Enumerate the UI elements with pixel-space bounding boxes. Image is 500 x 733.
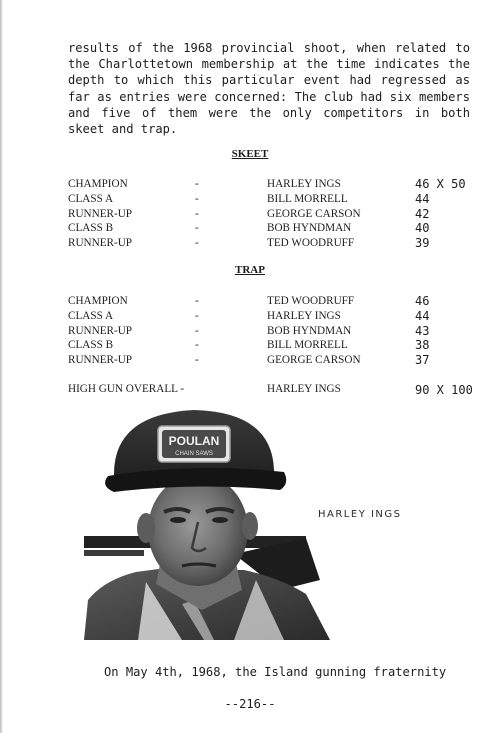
- closing-line: On May 4th, 1968, the Island gunning fraternity: [104, 665, 447, 679]
- portrait-photo: [84, 404, 330, 640]
- high-gun-overall-row: [68, 383, 488, 398]
- category-cell: CLASS A: [68, 192, 114, 205]
- cap-brand: POULAN: [168, 434, 220, 448]
- overall-score: 90 X 100: [415, 383, 473, 397]
- dash-cell: -: [195, 295, 199, 307]
- score-cell: 38: [415, 338, 430, 353]
- name-cell: GEORGE CARSON: [267, 354, 361, 367]
- table-row: [68, 309, 488, 324]
- name-cell: TED WOODRUFF: [267, 295, 355, 307]
- overall-label: HIGH GUN OVERALL -: [68, 383, 185, 395]
- score-cell: 46 X 50: [415, 177, 466, 191]
- table-row: [68, 207, 488, 222]
- dash-cell: -: [195, 354, 199, 367]
- score-cell: 44: [415, 191, 430, 206]
- score-cell: 40: [415, 221, 430, 236]
- trap-results-table: [68, 294, 488, 368]
- dash-cell: -: [195, 324, 199, 337]
- table-row: [68, 324, 488, 339]
- dash-cell: -: [195, 222, 199, 235]
- name-cell: BILL MORRELL: [267, 192, 348, 205]
- name-cell: TED WOODRUFF: [267, 237, 355, 250]
- table-row: [68, 353, 488, 368]
- name-cell: BOB HYNDMAN: [267, 222, 352, 235]
- name-cell: BOB HYNDMAN: [267, 324, 352, 337]
- trap-heading: TRAP: [235, 264, 265, 276]
- category-cell: RUNNER-UP: [68, 324, 133, 337]
- table-row: [68, 338, 488, 353]
- skeet-heading: SKEET: [231, 148, 269, 160]
- score-cell: 46: [415, 294, 430, 308]
- category-cell: CHAMPION: [68, 295, 128, 307]
- name-cell: HARLEY INGS: [267, 309, 341, 322]
- skeet-results-table: [68, 177, 488, 251]
- category-cell: CLASS B: [68, 222, 114, 235]
- category-cell: RUNNER-UP: [68, 354, 133, 367]
- intro-paragraph: results of the 1968 provincial shoot, when related to the Charlottetown membership at the time indicates the depth to which this particular event had regressed as far as entries were concerned: The club had six members and five of them were the only competitors in both skeet and trap.: [68, 41, 470, 137]
- table-row: [68, 221, 488, 236]
- face: [148, 474, 248, 586]
- score-cell: 37: [415, 353, 430, 368]
- page-number: --216--: [224, 697, 276, 711]
- dash-cell: -: [195, 237, 199, 250]
- score-cell: 39: [415, 236, 430, 251]
- portrait-illustration: [84, 404, 330, 640]
- score-cell: 43: [415, 323, 430, 338]
- score-cell: 42: [415, 206, 430, 221]
- cap-subtitle: CHAIN SAWS: [175, 451, 213, 457]
- name-cell: HARLEY INGS: [267, 178, 341, 190]
- page-edge: [0, 0, 3, 733]
- name-cell: BILL MORRELL: [267, 339, 348, 352]
- name-cell: GEORGE CARSON: [267, 207, 361, 220]
- dash-cell: -: [195, 207, 199, 220]
- table-row: [68, 294, 488, 309]
- category-cell: RUNNER-UP: [68, 207, 133, 220]
- category-cell: RUNNER-UP: [68, 237, 133, 250]
- score-cell: 44: [415, 308, 430, 323]
- category-cell: CHAMPION: [68, 178, 128, 190]
- table-row: [68, 236, 488, 251]
- table-row: [68, 192, 488, 207]
- photo-caption: HARLEY INGS: [318, 509, 402, 520]
- overall-name: HARLEY INGS: [267, 383, 341, 395]
- category-cell: CLASS A: [68, 309, 114, 322]
- dash-cell: -: [195, 309, 199, 322]
- category-cell: CLASS B: [68, 339, 114, 352]
- dash-cell: -: [195, 192, 199, 205]
- dash-cell: -: [195, 339, 199, 352]
- table-row: [68, 177, 488, 192]
- dash-cell: -: [195, 178, 199, 190]
